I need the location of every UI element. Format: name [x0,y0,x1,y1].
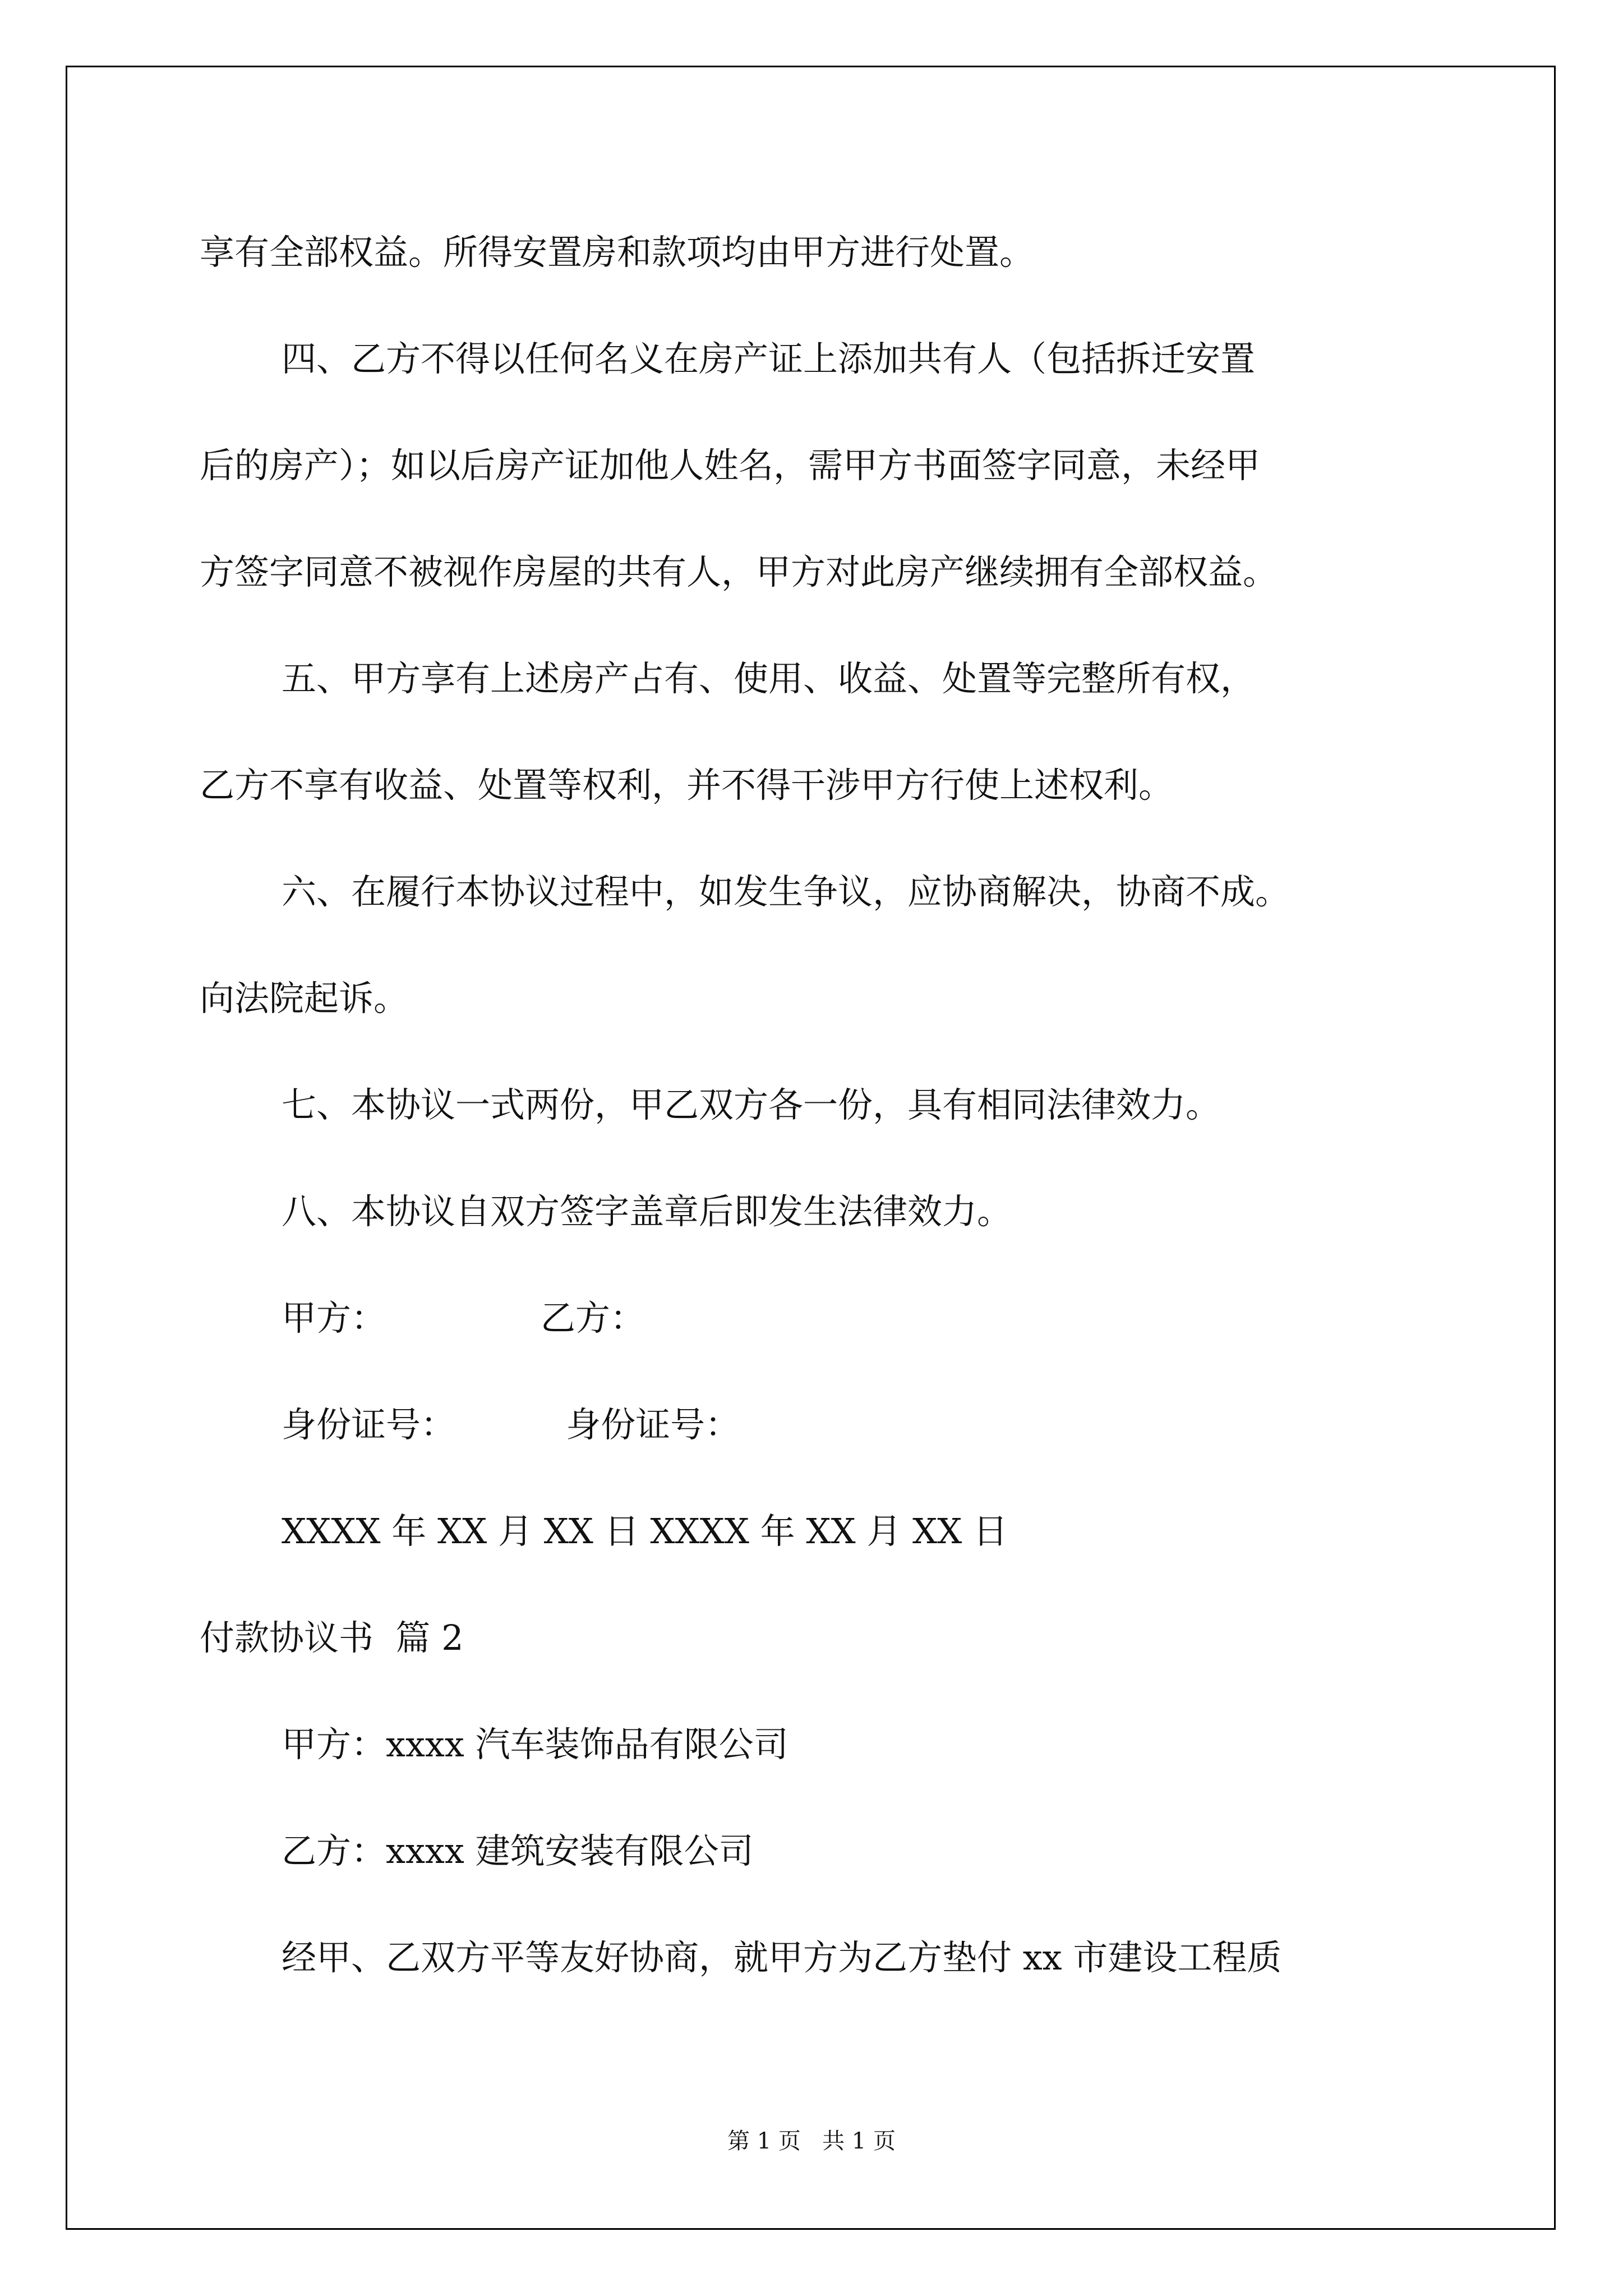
signature-parties: 甲方： 乙方： [282,1297,645,1338]
clause-four-line-1: 四、乙方不得以任何名义在房产证上添加共有人（包括拆迁安置 [282,338,1256,379]
clause-six-line-1: 六、在履行本协议过程中，如发生争议，应协商解决，协商不成。 [282,871,1290,912]
clause-eight: 八、本协议自双方签字盖章后即发生法律效力。 [282,1191,1012,1232]
clause-six-line-2: 向法院起诉。 [200,978,409,1019]
party-a: 甲方：xxxx 汽车装饰品有限公司 [282,1724,789,1765]
id-number-fields: 身份证号： 身份证号： [282,1404,740,1445]
clause-five-line-1: 五、甲方享有上述房产占有、使用、收益、处置等完整所有权， [282,658,1256,699]
page-border [66,66,1556,2230]
clause-four-line-2: 后的房产）；如以后房产证加他人姓名，需甲方书面签字同意，未经甲 [200,445,1261,486]
paragraph-line-1: 享有全部权益。所得安置房和款项均由甲方进行处置。 [200,232,1035,273]
date-fields: XXXX 年 XX 月 XX 日 XXXX 年 XX 月 XX 日 [282,1511,1008,1552]
clause-four-line-3: 方签字同意不被视作房屋的共有人，甲方对此房产继续拥有全部权益。 [200,551,1278,592]
section-heading: 付款协议书 篇 2 [200,1617,464,1658]
page-footer: 第 1 页 共 1 页 [727,2128,896,2154]
agreement-intro-line: 经甲、乙双方平等友好协商，就甲方为乙方垫付 xx 市建设工程质 [282,1937,1282,1978]
party-b: 乙方：xxxx 建筑安装有限公司 [282,1830,754,1871]
clause-five-line-2: 乙方不享有收益、处置等权利，并不得干涉甲方行使上述权利。 [200,765,1174,806]
clause-seven: 七、本协议一式两份，甲乙双方各一份，具有相同法律效力。 [282,1084,1221,1125]
